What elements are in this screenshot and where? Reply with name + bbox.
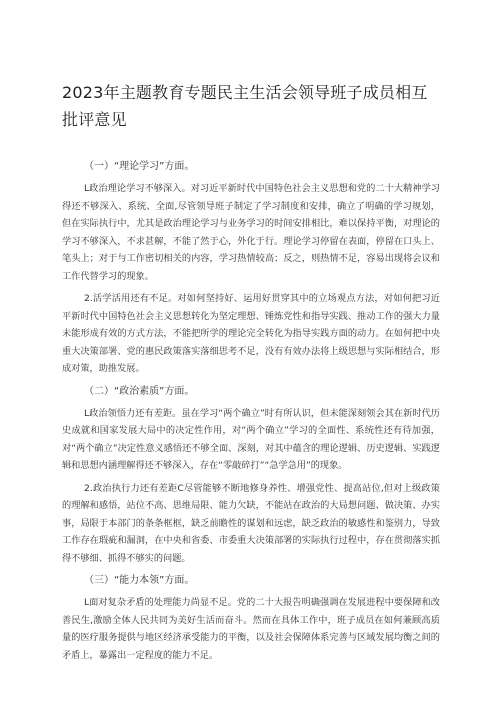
paragraph: 2.政治执行力还有差距C尽管能够不断地修身养性、增强党性、提高站位,但对上级政策的理解和感悟，站位不高、思维局限、能力欠缺，不能站在政治的大局想问题、做决策、办实事，局限于本部门的条条框框，缺乏前瞻性的谋划和远虑，缺乏政治的敏感性和鉴别力，导致工作存在瑕疵和漏洞，在中央和省委、市委重大决策部署的实际执行过程中，存在贯彻落实抓得不够细、抓得不够实的问题。 [62,482,440,564]
section-heading-ability: （三）“能力本领”方面。 [84,575,195,586]
section-heading-politics: （二）“政治素质”方面。 [84,385,195,397]
document-title: 2023年主题教育专题民主生活会领导班子成员相互批评意见 [62,83,428,129]
section-heading-theory: （一）“理论学习”方面。 [84,161,195,172]
paragraph: L面对复杂矛盾的处理能力尚显不足。党的二十大报告明确强调在发展进程中要保障和改善民生,激励全体人民共同为美好生活而奋斗。然而在具体工作中，班子成员在如何兼顾高质量的医疗服务提供与地区经济承受能力的平衡，以及社会保障体系完善与区域发展均衡之间的矛盾上，暴露出一定程度的能力不足。 [62,597,440,661]
paragraph: L政治领悟力还有差距。虽在学习“两个确立”时有所认识，但未能深刻领会其在新时代历史成就和国家发展大局中的决定性作用，对“两个确立”学习的全面性、系统性还有待加强，对“两个确立”决定性意义感悟还不够全面、深刻，对其中蕴含的理论逻辑、历史逻辑、实践逻辑和思想内涵理解得还不够深入，存在“零敲碎打”“急学急用”的现象。 [62,407,440,471]
paragraph: L政治理论学习不够深入。对习近平新时代中国特色社会主义思想和党的二十大精神学习得还不够深入、系统、全面,尽管领导班子制定了学习制度和安排，确立了明确的学习规划，但在实际执行中，尤其是政治理论学习与业务学习的时间安排相比，难以保持平衡，对理论的学习不够深入，不求甚解，不能了然于心，外化于行。理论学习停留在表面，停留在口头上、笔头上；对于与工作密切相关的内容，学习热情较高；反之，则热情不足，容易出现将会议和工作代替学习的现象。 [62,183,440,282]
paragraph: 2.活学活用还有不足。对如何坚持好、运用好贯穿其中的立场观点方法，对如何把习近平新时代中国特色社会主义思想转化为坚定理想、锤炼党性和指导实践、推动工作的强大力量未能形成有效的方式方法，不能把所学的理论完全转化为指导实践方面的动力。在如何把中央重大决策部署、党的惠民政策落实落细思考不足，没有有效办法将上级思想与实际相结合，形成对策，助推发展。 [62,293,440,374]
